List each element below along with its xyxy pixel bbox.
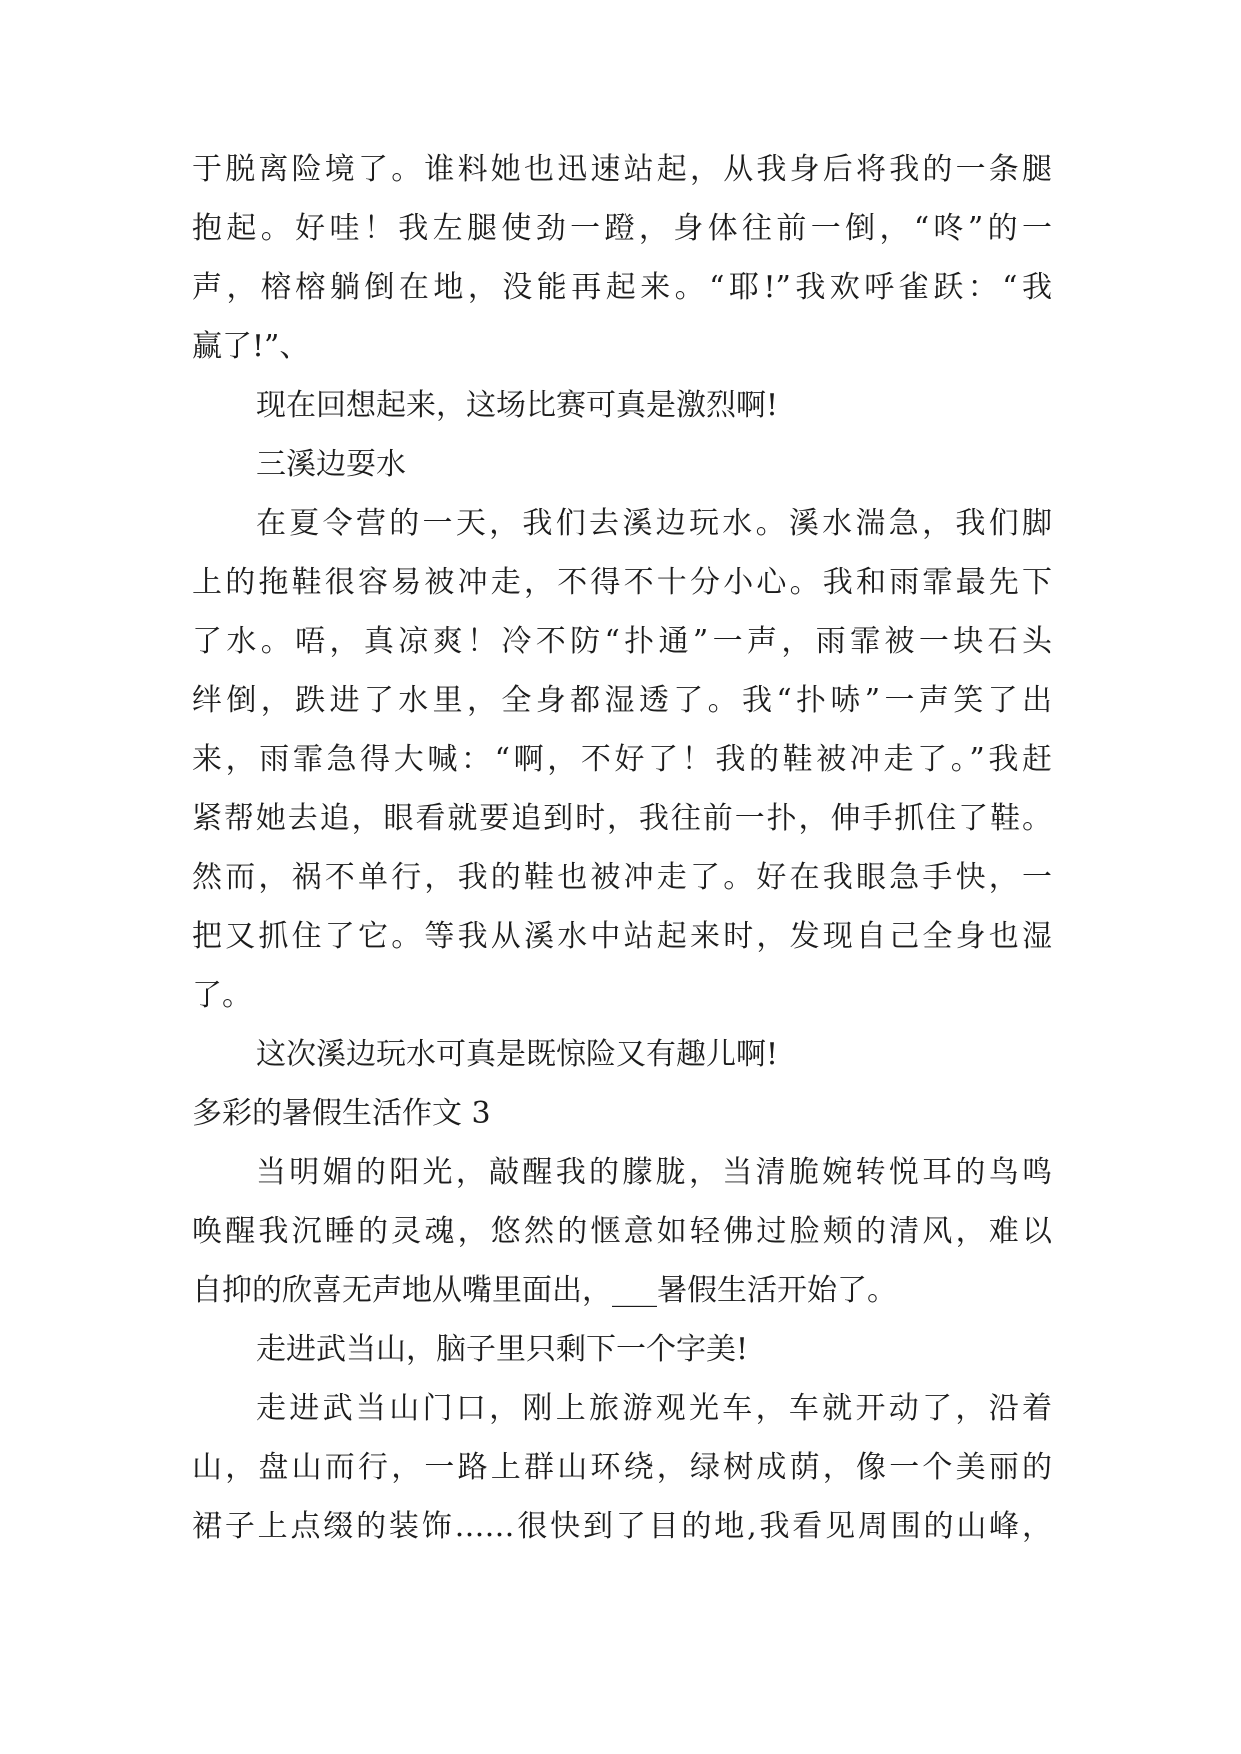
text-line: 裙子上点缀的装饰……很快到了目的地,我看见周围的山峰， xyxy=(192,1509,1052,1544)
text-line: 然而，祸不单行，我的鞋也被冲走了。好在我眼急手快，一 xyxy=(192,860,1052,895)
text-line: 绊倒，跌进了水里，全身都湿透了。我“扑哧”一声笑了出 xyxy=(192,683,1052,718)
text-line: 现在回想起来，这场比赛可真是激烈啊! xyxy=(256,388,779,423)
text-line: 把又抓住了它。等我从溪水中站起来时，发现自己全身也湿 xyxy=(192,919,1052,954)
section-heading: 三溪边耍水 xyxy=(256,447,406,482)
text-line: 这次溪边玩水可真是既惊险又有趣儿啊! xyxy=(256,1037,779,1072)
text-line: 赢了!”、 xyxy=(192,329,310,364)
text-line: 上的拖鞋很容易被冲走，不得不十分小心。我和雨霏最先下 xyxy=(192,565,1052,600)
essay-title: 多彩的暑假生活作文 3 xyxy=(192,1096,491,1131)
text-line: 当明媚的阳光，敲醒我的朦胧，当清脆婉转悦耳的鸟鸣 xyxy=(256,1155,1052,1190)
text-line: 自抑的欣喜无声地从嘴里面出，___暑假生活开始了。 xyxy=(192,1273,897,1308)
text-line: 紧帮她去追，眼看就要追到时，我往前一扑，伸手抓住了鞋。 xyxy=(192,801,1052,836)
text-line: 抱起。好哇！我左腿使劲一蹬，身体往前一倒，“咚”的一 xyxy=(192,211,1052,246)
text-line: 于脱离险境了。谁料她也迅速站起，从我身后将我的一条腿 xyxy=(192,152,1052,187)
text-line: 了。 xyxy=(192,978,252,1013)
text-line: 走进武当山门口，刚上旅游观光车，车就开动了，沿着 xyxy=(256,1391,1052,1426)
text-line: 来，雨霏急得大喊：“啊，不好了！我的鞋被冲走了。”我赶 xyxy=(192,742,1052,777)
text-line: 了水。唔，真凉爽！冷不防“扑通”一声，雨霏被一块石头 xyxy=(192,624,1052,659)
text-line: 声，榕榕躺倒在地，没能再起来。“耶!”我欢呼雀跃：“我 xyxy=(192,270,1052,305)
text-line: 山，盘山而行，一路上群山环绕，绿树成荫，像一个美丽的 xyxy=(192,1450,1052,1485)
text-line: 唤醒我沉睡的灵魂，悠然的惬意如轻佛过脸颊的清风，难以 xyxy=(192,1214,1052,1249)
text-line: 在夏令营的一天，我们去溪边玩水。溪水湍急，我们脚 xyxy=(256,506,1052,541)
text-line: 走进武当山，脑子里只剩下一个字美! xyxy=(256,1332,749,1367)
